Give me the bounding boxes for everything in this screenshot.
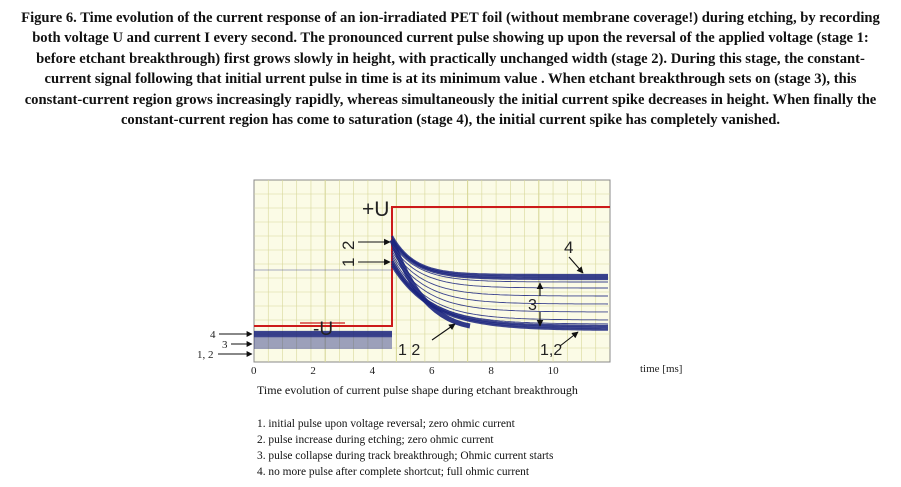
x-tick-label: 2 xyxy=(310,365,316,377)
minus-u-label: -U xyxy=(313,319,334,340)
legend-item-3: 3. pulse collapse during track breakthrough; Ohmic current starts xyxy=(257,450,554,462)
legend-item-2: 2. pulse increase during etching; zero ohmic current xyxy=(257,434,494,446)
stage-legend xyxy=(257,416,553,480)
legend-item-1: 1. initial pulse upon voltage reversal; zero ohmic current xyxy=(257,418,515,430)
x-tick-label: 10 xyxy=(547,365,559,377)
x-tick-label: 0 xyxy=(251,365,257,377)
x-axis-label: time [ms] xyxy=(640,363,683,375)
x-tick-label: 8 xyxy=(488,365,494,377)
left-marker-4: 4 xyxy=(210,329,216,341)
stage-2-label: 2 xyxy=(339,240,358,250)
left-marker-1-2: 1, 2 xyxy=(197,349,214,361)
stage-4-label: 4 xyxy=(564,238,574,257)
bottom-1-2-label: 1 2 xyxy=(398,342,421,359)
legend-item-4: 4. no more pulse after complete shortcut; full ohmic current xyxy=(257,466,530,478)
x-tick-labels xyxy=(251,365,559,377)
plus-u-label: +U xyxy=(362,198,390,221)
left-marker-3: 3 xyxy=(222,339,228,351)
figure-caption: Figure 6. Time evolution of the current response of an ion-irradiated PET foil (without membrane coverage!) during etching, by recording both voltage U and current I every second. The pronounced current pulse showing up upon the reversal of the applied voltage (stage 1: before etchant breakthrough) first grows slowly in height, with practically unchanged width (stage 2). During this stage, the constant-current signal following that initial urrent pulse in time is at its minimum value . When etchant breakthrough sets on (stage 3), this constant-current region grows increasingly rapidly, whereas simultaneously the initial current spike decreases in height. When finally the constant-current region has come to saturation (stage 4), the initial current spike has completely vanished. xyxy=(21,10,880,129)
figure-title: Time evolution of current pulse shape during etchant breakthrough xyxy=(257,383,578,397)
stage-1-label: 1 xyxy=(339,257,358,267)
x-tick-label: 6 xyxy=(429,365,435,377)
x-tick-label: 4 xyxy=(369,365,376,377)
stage-3-label: 3 xyxy=(528,297,537,314)
bottom-right-1-2-label: 1,2 xyxy=(540,342,563,359)
